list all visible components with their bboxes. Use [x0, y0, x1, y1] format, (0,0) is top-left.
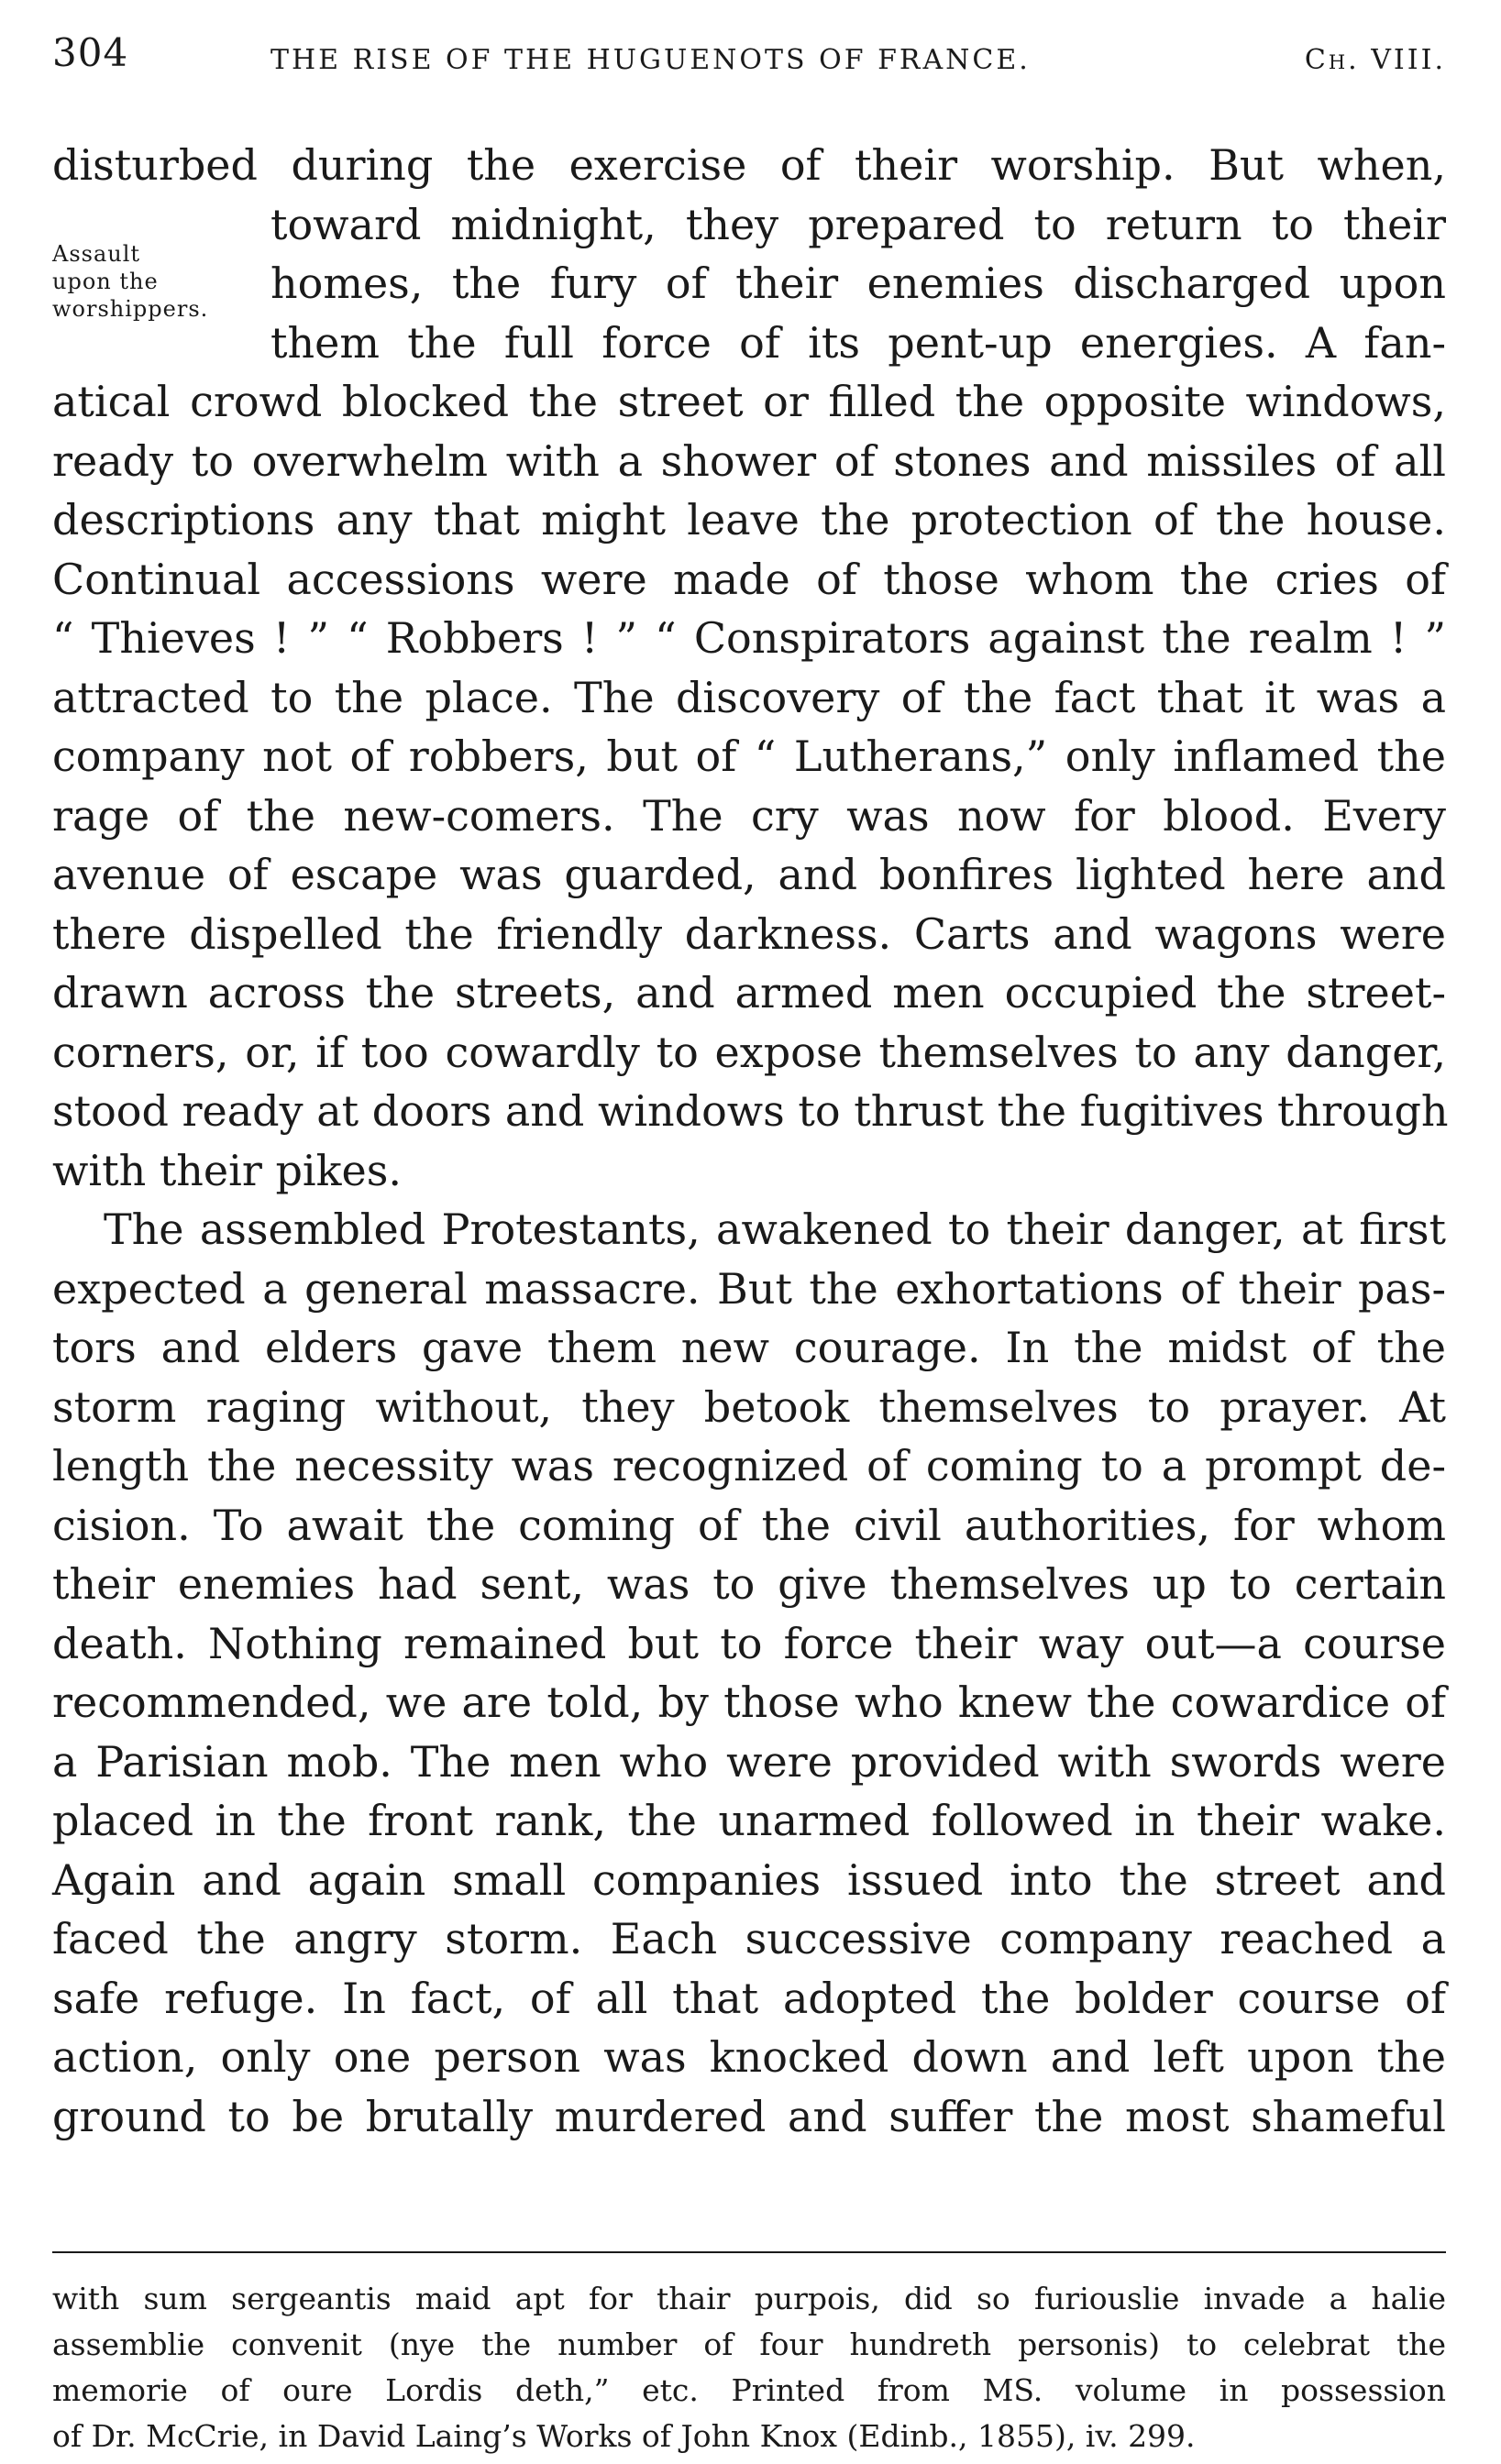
text-line: their enemies had sent, was to give themselves up to certain [52, 1559, 1446, 1609]
text-line: stood ready at doors and windows to thrust the fugitives through [52, 1086, 1449, 1136]
margin-note-line: Assault [52, 241, 141, 267]
text-line: length the necessity was recognized of coming to a prompt de- [52, 1441, 1446, 1490]
text-line: The assembled Protestants, awakened to their danger, at first [104, 1204, 1446, 1254]
text-line: toward midnight, they prepared to return to their [270, 199, 1446, 249]
footnote-line: of Dr. McCrie, in David Laing’s Works of John Knox (Edinb., 1855), iv. 299. [52, 2418, 1196, 2454]
text-line: avenue of escape was guarded, and bonfires lighted here and [52, 850, 1446, 899]
text-line: action, only one person was knocked down and left upon the [52, 2032, 1446, 2082]
text-line: company not of robbers, but of “ Lutherans,” only inflamed the [52, 732, 1446, 781]
margin-note-line: worshippers. [52, 296, 209, 322]
body-text [52, 136, 1449, 2146]
text-line: faced the angry storm. Each successive company reached a [52, 1914, 1446, 1964]
text-line: “ Thieves ! ” “ Robbers ! ” “ Conspirators against the realm ! ” [52, 613, 1446, 663]
text-line: a Parisian mob. The men who were provided with swords were [52, 1736, 1446, 1787]
text-line: them the full force of its pent-up energies. A fan- [270, 317, 1446, 368]
text-line: ground to be brutally murdered and suffer the most shameful [52, 2091, 1446, 2141]
text-line: attracted to the place. The discovery of the fact that it was a [52, 672, 1446, 722]
page-number: 304 [52, 30, 129, 75]
text-line: atical crowd blocked the street or filled the opposite windows, [52, 377, 1446, 426]
footnote-line: with sum sergeantis maid apt for thair purpois, did so furiouslie invade a halie [52, 2281, 1446, 2316]
text-line: descriptions any that might leave the protection of the house. [52, 495, 1446, 544]
footnote-divider [52, 2251, 1446, 2253]
text-line: ready to overwhelm with a shower of stones and missiles of all [52, 435, 1446, 486]
text-line: corners, or, if too cowardly to expose themselves to any danger, [52, 1027, 1446, 1077]
text-line: storm raging without, they betook themselves to prayer. At [52, 1381, 1446, 1432]
text-line: there dispelled the friendly darkness. Carts and wagons were [52, 908, 1446, 959]
footnote-line: memorie of oure Lordis deth,” etc. Printed from MS. volume in possession [52, 2372, 1446, 2408]
text-line: rage of the new-comers. The cry was now for blood. Every [52, 790, 1446, 841]
text-line: placed in the front rank, the unarmed followed in their wake. [52, 1796, 1446, 1845]
text-line: drawn across the streets, and armed men occupied the street- [52, 968, 1446, 1018]
footnote-line: assemblie convenit (nye the number of four hundreth personis) to celebrat the [52, 2326, 1446, 2362]
text-line: tors and elders gave them new courage. In the midst of the [52, 1323, 1446, 1372]
text-line: recommended, we are told, by those who knew the cowardice of [52, 1678, 1446, 1727]
text-line: Again and again small companies issued into the street and [52, 1854, 1446, 1905]
text-line: Continual accessions were made of those whom the cries of [52, 554, 1446, 604]
text-line: with their pikes. [52, 1145, 402, 1195]
text-line: expected a general massacre. But the exhortations of their pas- [52, 1263, 1446, 1314]
page-header [52, 28, 1446, 82]
chapter-label: Ch. VIII. [1304, 44, 1446, 76]
margin-note-line: upon the [52, 269, 159, 294]
text-line: death. Nothing remained but to force their way out—a course [52, 1618, 1446, 1668]
text-line: homes, the fury of their enemies discharged upon [270, 258, 1446, 308]
running-head: THE RISE OF THE HUGUENOTS OF FRANCE. [270, 44, 1031, 76]
text-line: safe refuge. In fact, of all that adopted the bolder course of [52, 1973, 1446, 2023]
text-line: disturbed during the exercise of their worship. But when, [52, 140, 1446, 190]
text-line: cision. To await the coming of the civil authorities, for whom [52, 1500, 1446, 1550]
footnote [52, 2276, 1446, 2459]
